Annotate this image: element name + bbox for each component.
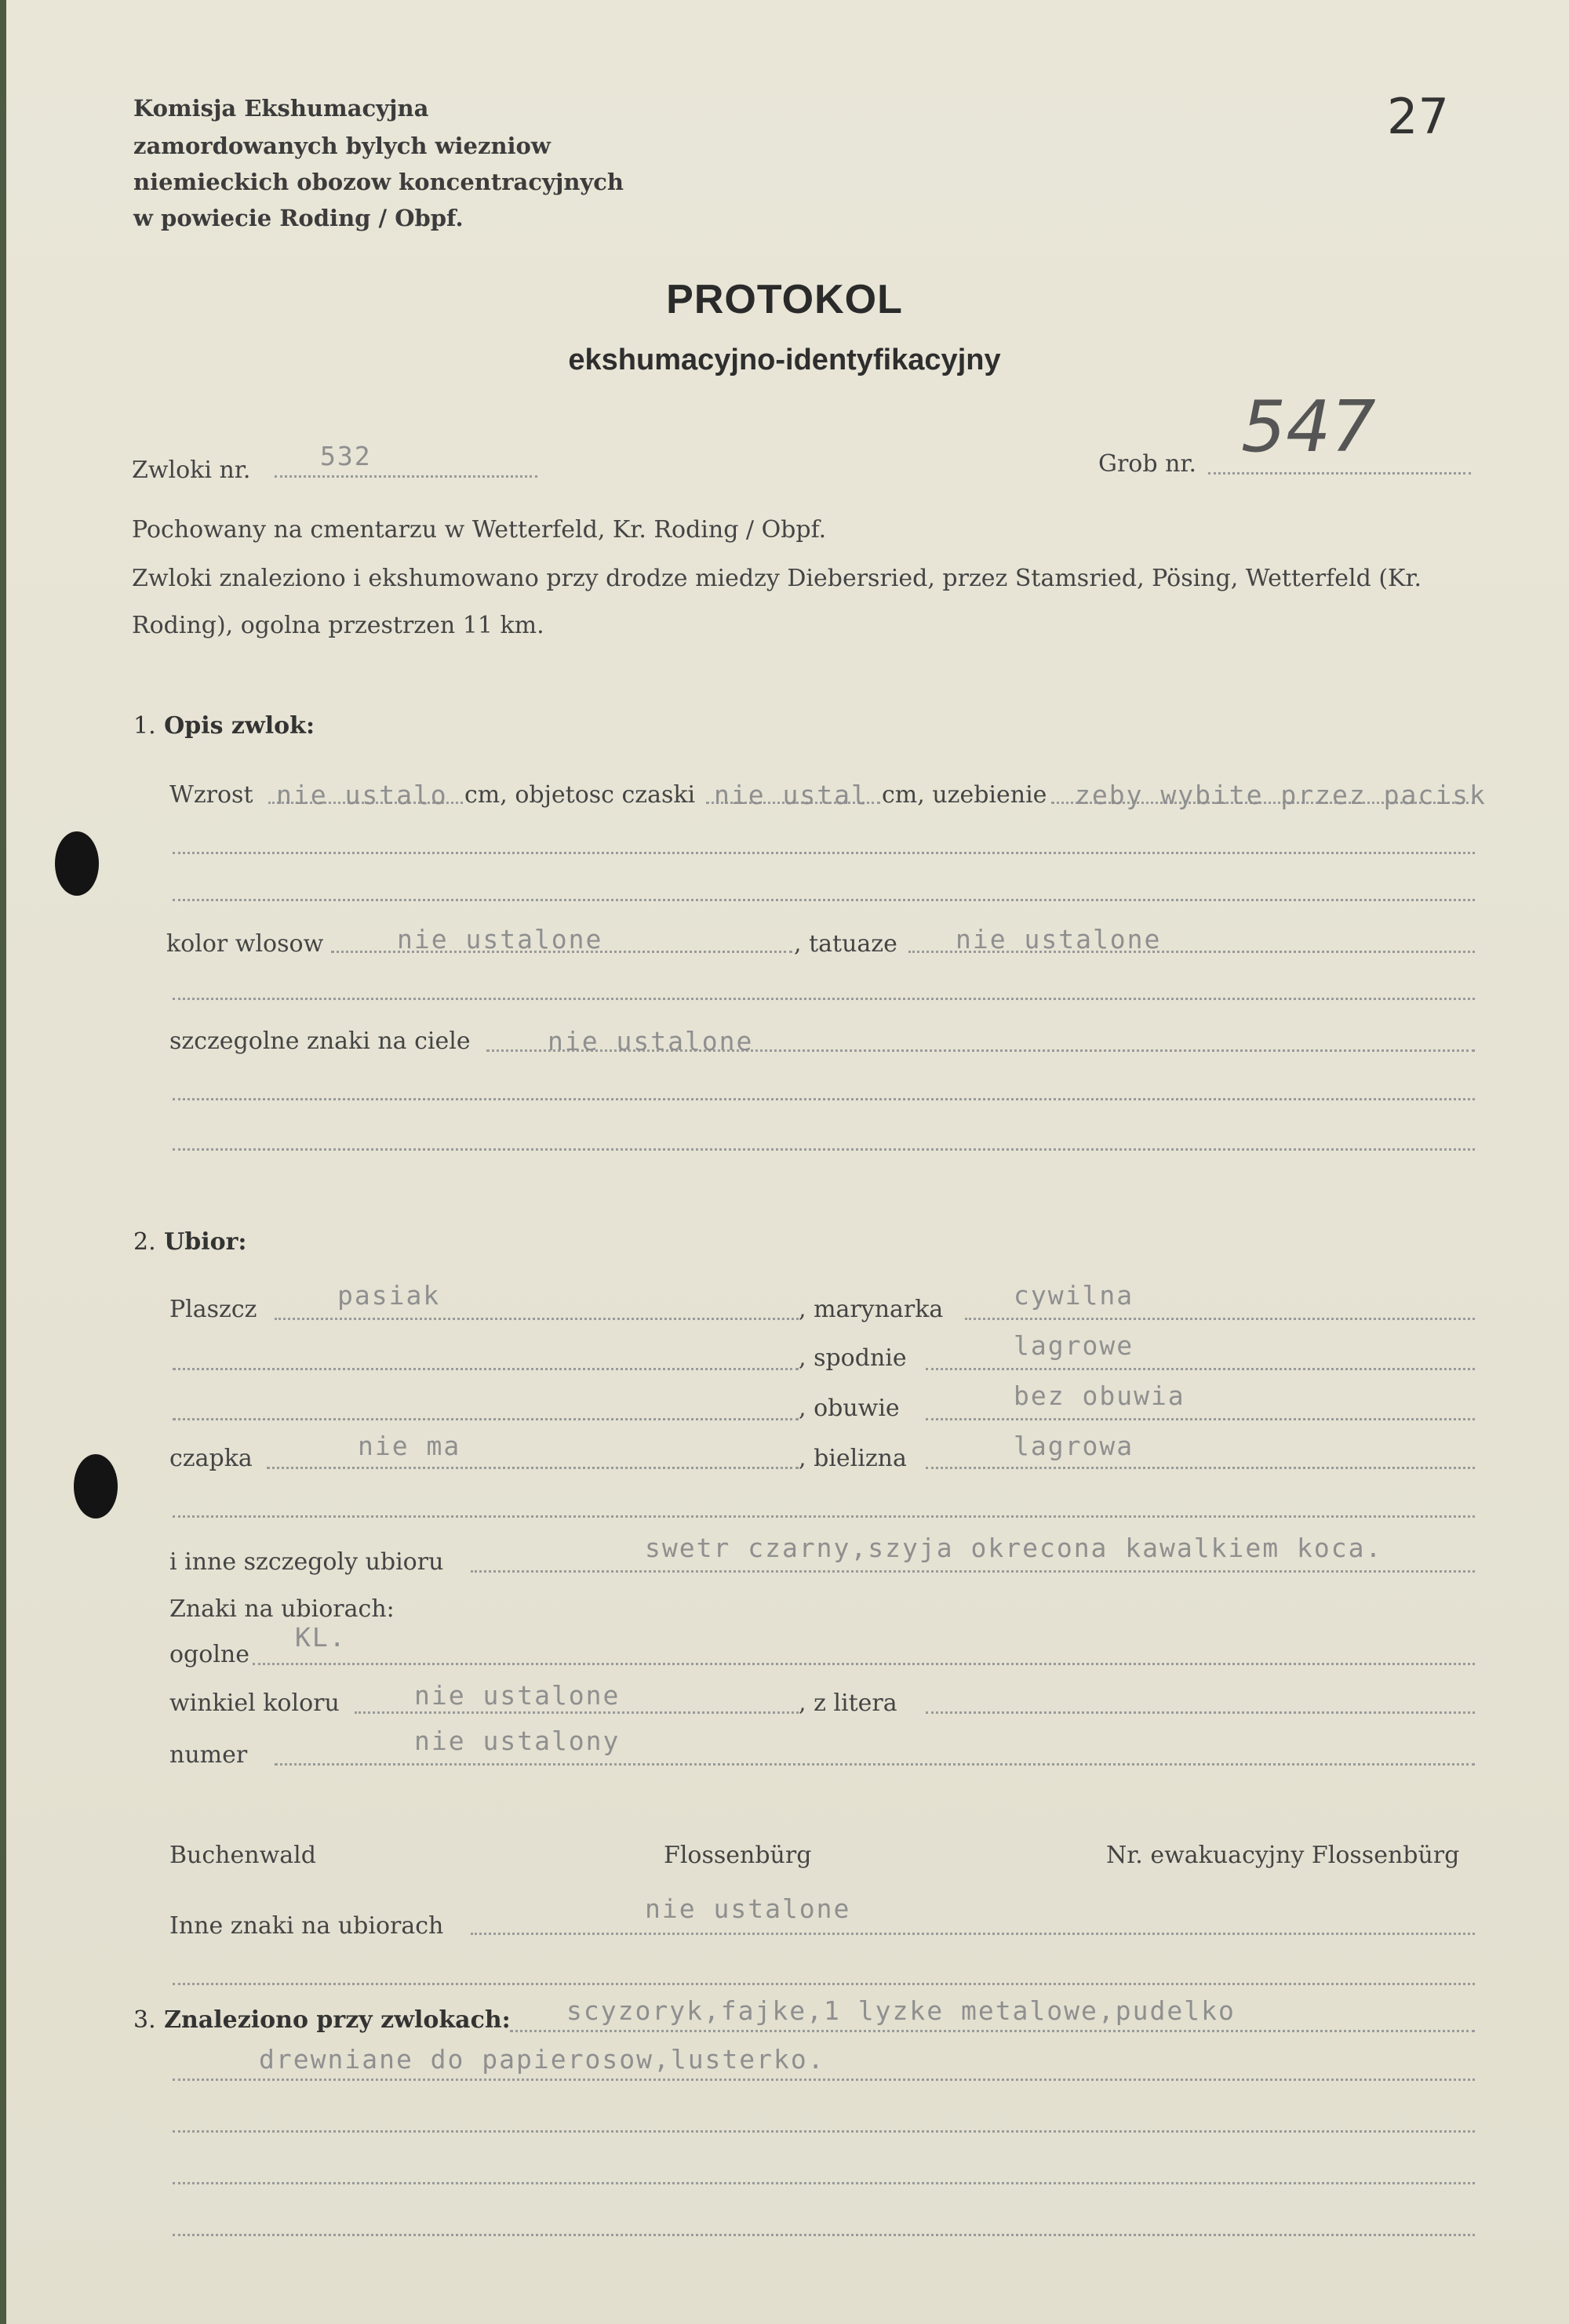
underwear-line — [926, 1467, 1475, 1469]
height-unit: cm, objetosc czaski — [464, 781, 696, 809]
hair-value: nie ustalone — [397, 924, 603, 955]
found-items-line-1 — [510, 2030, 1475, 2032]
grave-number-label: Grob nr. — [1098, 450, 1197, 478]
number-line — [275, 1763, 1475, 1766]
section-2-number: 2. — [133, 1228, 156, 1256]
section-3-number: 3. — [133, 2006, 156, 2034]
camp-buchenwald: Buchenwald — [169, 1842, 316, 1869]
triangle-colour-value: nie ustalone — [414, 1680, 621, 1711]
section-1-heading — [133, 712, 315, 740]
burial-line-2: Zwloki znaleziono i ekshumowano przy drodze miedzy Diebersried, przez Stamsried, Pösing, Wetterfeld (Kr. — [132, 565, 1422, 592]
underwear-value: lagrowa — [1014, 1431, 1134, 1461]
triangle-colour-line — [355, 1711, 799, 1714]
general-marks-label: ogolne — [169, 1641, 249, 1668]
blank-line — [173, 2182, 1475, 2184]
general-marks-value: KL. — [295, 1622, 347, 1653]
body-marks-label: szczegolne znaki na ciele — [169, 1027, 471, 1055]
blank-line — [173, 1368, 799, 1370]
org-line-1: Komisja Ekshumacyjna — [133, 95, 429, 122]
coat-label: Plaszcz — [169, 1296, 257, 1323]
section-1-number: 1. — [133, 712, 156, 740]
coat-value: pasiak — [337, 1280, 441, 1311]
blank-line — [173, 998, 1475, 1000]
shoes-value: bez obuwia — [1014, 1380, 1185, 1411]
found-items-line-2 — [173, 2079, 1475, 2081]
cap-value: nie ma — [358, 1431, 461, 1461]
section-3-title: Znaleziono przy zwlokach: — [164, 2006, 511, 2034]
teeth-value: zeby wybite przez pacisk — [1075, 780, 1487, 810]
blank-line — [173, 2130, 1475, 2133]
other-clothing-marks-label: Inne znaki na ubiorach — [169, 1912, 444, 1940]
other-clothing-label: i inne szczegoly ubioru — [169, 1548, 444, 1576]
blank-line — [173, 1515, 1475, 1518]
coat-line — [275, 1318, 799, 1320]
general-marks-line — [253, 1663, 1475, 1665]
org-line-4: w powiecie Roding / Obpf. — [133, 205, 464, 231]
found-items-value-2: drewniane do papierosow,lusterko. — [259, 2044, 825, 2075]
section-1-title: Opis zwlok: — [164, 712, 315, 740]
org-line-3: niemieckich obozow koncentracyjnych — [133, 169, 624, 195]
shoes-line — [926, 1418, 1475, 1420]
blank-line — [173, 1098, 1475, 1100]
body-number-label: Zwloki nr. — [132, 456, 251, 484]
shoes-label: , obuwie — [799, 1395, 900, 1422]
body-number-line — [275, 475, 537, 478]
underwear-label: , bielizna — [799, 1445, 907, 1472]
section-2-heading — [133, 1228, 247, 1256]
skull-unit: cm, uzebienie — [882, 781, 1047, 809]
body-number-value: 532 — [320, 441, 372, 471]
triangle-colour-label: winkiel koloru — [169, 1689, 340, 1717]
height-value: nie ustalo — [276, 780, 448, 810]
trousers-value: lagrowe — [1014, 1330, 1134, 1361]
other-clothing-line — [471, 1570, 1475, 1573]
letter-line — [926, 1711, 1475, 1714]
trousers-line — [926, 1368, 1475, 1370]
burial-line-1: Pochowany na cmentarzu w Wetterfeld, Kr. Roding / Obpf. — [132, 516, 827, 544]
other-clothing-value: swetr czarny,szyja okrecona kawalkiem koca. — [645, 1533, 1383, 1563]
clothing-marks-label: Znaki na ubiorach: — [169, 1595, 395, 1623]
blank-line — [173, 2234, 1475, 2236]
tattoo-value: nie ustalone — [956, 924, 1162, 955]
blank-line — [173, 1418, 799, 1420]
body-marks-value: nie ustalone — [548, 1026, 754, 1057]
page-number: 27 — [1387, 88, 1449, 145]
number-label: numer — [169, 1741, 248, 1769]
jacket-line — [965, 1318, 1475, 1320]
letter-label: , z litera — [799, 1689, 897, 1717]
burial-line-3: Roding), ogolna przestrzen 11 km. — [132, 612, 544, 639]
document-title: PROTOKOL — [666, 277, 903, 322]
org-line-2: zamordowanych bylych wiezniow — [133, 133, 551, 159]
section-3-heading — [133, 2006, 511, 2034]
grave-number-line — [1208, 472, 1471, 475]
jacket-label: , marynarka — [799, 1296, 944, 1323]
height-label: Wzrost — [169, 781, 253, 809]
cap-label: czapka — [169, 1445, 253, 1472]
document-subtitle: ekshumacyjno-identyfikacyjny — [568, 344, 1001, 376]
jacket-value: cywilna — [1014, 1280, 1134, 1311]
camp-flossenburg: Flossenbürg — [664, 1842, 812, 1869]
blank-line — [173, 899, 1475, 901]
blank-line — [173, 852, 1475, 854]
blank-line — [173, 1983, 1475, 1985]
tattoo-label: , tatuaze — [794, 930, 897, 958]
trousers-label: , spodnie — [799, 1344, 907, 1372]
other-clothing-marks-line — [471, 1933, 1475, 1935]
number-value: nie ustalony — [414, 1726, 621, 1756]
evacuation-number-label: Nr. ewakuacyjny Flossenbürg — [1106, 1842, 1460, 1869]
cap-line — [267, 1467, 799, 1469]
found-items-value-1: scyzoryk,fajke,1 lyzke metalowe,pudelko — [566, 1995, 1236, 2026]
section-2-title: Ubior: — [164, 1228, 247, 1256]
grave-number-value: 547 — [1241, 386, 1376, 468]
other-clothing-marks-value: nie ustalone — [645, 1893, 851, 1924]
skull-value: nie ustal — [714, 780, 868, 810]
hair-label: kolor wlosow — [166, 930, 324, 958]
punch-hole — [55, 831, 99, 896]
blank-line — [173, 1148, 1475, 1151]
punch-hole — [74, 1454, 118, 1518]
